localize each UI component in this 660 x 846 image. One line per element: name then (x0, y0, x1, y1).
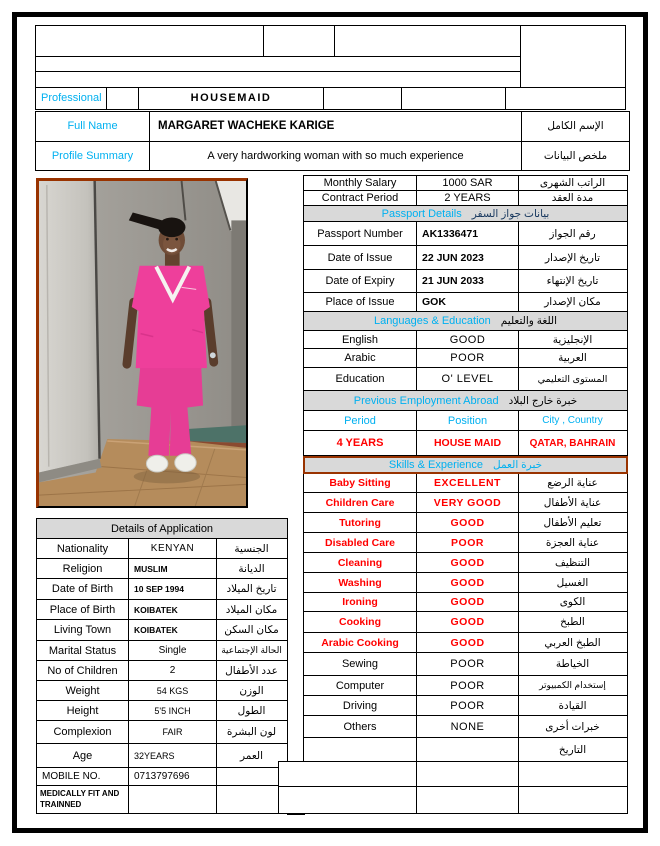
table-row (36, 721, 288, 744)
row-label: MOBILE NO. (42, 771, 101, 782)
table-row (303, 633, 628, 653)
details-table-title: Details of Application (37, 519, 287, 538)
row-label: Driving (342, 699, 378, 712)
table-row (303, 513, 628, 533)
full-name-value: MARGARET WACHEKE KARIGE (149, 112, 521, 141)
row-value: POOR (416, 653, 518, 675)
row-label: Contract Period (321, 192, 399, 204)
table-row (36, 701, 288, 721)
table-row (303, 533, 628, 553)
section-title-en: Passport Details (381, 207, 462, 220)
professional-label: Professional (41, 92, 102, 104)
employment-columns-row (303, 411, 628, 431)
professional-value: HOUSEMAID (138, 88, 323, 109)
row-label-ar: الحالة الإجتماعية (216, 641, 286, 660)
row-value: POOR (416, 533, 518, 552)
row-label: Date of Issue (327, 251, 393, 264)
row-label: Arabic (344, 352, 376, 364)
table-row (303, 293, 628, 312)
section-title-en: Previous Employment Abroad (353, 394, 499, 407)
row-label: Arabic Cooking (321, 636, 399, 649)
row-label-ar: الغسيل (518, 573, 626, 592)
medically-fit-row (36, 786, 288, 814)
row-value: KOIBATEK (128, 620, 216, 640)
row-label-ar: تعليم الأطفال (518, 513, 626, 532)
employment-position: HOUSE MAID (416, 431, 518, 455)
table-row (303, 553, 628, 573)
row-label: Place of Issue (325, 296, 395, 308)
passport-details-header (304, 206, 627, 221)
row-label-ar: العمر (216, 744, 286, 767)
table-row (303, 593, 628, 612)
row-value: VERY GOOD (416, 493, 518, 512)
row-label-ar: مدة العقد (518, 191, 626, 205)
column-period: Period (344, 414, 376, 427)
employment-period: 4 YEARS (336, 437, 384, 449)
row-empty-cell (216, 768, 286, 785)
row-label: English (341, 333, 379, 346)
table-row (303, 474, 628, 493)
section-title-ar: خبرة خارج البلاد (508, 394, 578, 407)
row-empty-cell (279, 787, 416, 813)
row-value: FAIR (128, 721, 216, 743)
row-label: Sewing (341, 658, 379, 670)
row-label-ar: خبرات أخرى (518, 716, 626, 737)
row-value: AK1336471 (416, 222, 518, 245)
row-label: Cooking (339, 616, 381, 628)
row-value: 22 JUN 2023 (416, 246, 518, 269)
row-label: Living Town (53, 624, 112, 636)
full-name-row (35, 112, 630, 142)
row-label: MEDICALLY FIT AND TRAINNED (40, 788, 120, 809)
row-label-ar: مكان الإصدار (518, 293, 626, 311)
row-label-ar: القيادة (518, 696, 626, 715)
row-label: Baby Sitting (329, 477, 391, 489)
row-label-ar: الديانة (216, 559, 286, 578)
row-label: Date of Expiry (325, 275, 395, 287)
professional-empty-cell (323, 88, 401, 109)
profile-summary-arabic: ملخص البيانات (521, 142, 629, 171)
details-table-header (36, 519, 288, 539)
row-value: GOOD (416, 593, 518, 611)
row-value: GOOD (416, 553, 518, 572)
row-label: Monthly Salary (323, 177, 397, 189)
section-title-ar: بيانات جواز السفر (471, 207, 550, 220)
row-label: Washing (338, 576, 382, 589)
row-label-ar: إستخدام الكمبيوتر (518, 676, 626, 695)
candidate-photo-illustration (39, 181, 246, 506)
row-label-ar: العربية (518, 349, 626, 367)
identity-table (35, 111, 630, 171)
row-value: POOR (416, 696, 518, 715)
table-row (303, 573, 628, 593)
row-value: 54 KGS (128, 681, 216, 700)
row-value: EXCELLENT (416, 474, 518, 492)
row-label-ar: مكان السكن (216, 620, 286, 640)
header-box-row2 (35, 56, 521, 73)
table-row (36, 620, 288, 641)
row-value: POOR (416, 349, 518, 367)
row-label-ar: مكان الميلاد (216, 600, 286, 619)
row-empty-cell (518, 762, 626, 786)
section-header-row (303, 206, 628, 222)
details-of-application-table (36, 518, 288, 814)
row-value: 10 SEP 1994 (128, 579, 216, 599)
table-row (303, 676, 628, 696)
row-label: Tutoring (339, 516, 381, 529)
row-label-ar: الراتب الشهرى (518, 176, 626, 190)
table-row (36, 579, 288, 600)
table-row (303, 612, 628, 633)
mobile-number-row (36, 768, 288, 786)
table-row (36, 559, 288, 579)
row-label-ar: الطول (216, 701, 286, 720)
row-label-ar: عناية العجزة (518, 533, 626, 552)
header-empty-cell (263, 26, 334, 56)
table-row (303, 653, 628, 676)
logo-box (520, 25, 627, 88)
row-label: Computer (335, 679, 385, 692)
row-label-ar: التنظيف (518, 553, 626, 572)
section-header-row (303, 312, 628, 331)
column-city-country: City , Country (518, 411, 626, 430)
row-value: GOOD (416, 612, 518, 632)
row-value: GOOD (416, 331, 518, 348)
table-row (303, 349, 628, 368)
table-row (36, 681, 288, 701)
professional-empty-cell (505, 88, 625, 109)
professional-row (35, 87, 626, 110)
row-empty-cell (216, 786, 286, 813)
row-value: GOOD (416, 573, 518, 592)
row-label-ar: الكوى (518, 593, 626, 611)
languages-education-header (304, 312, 627, 330)
main-info-table (303, 175, 628, 814)
row-label: Disabled Care (324, 536, 396, 549)
empty-extended-row (278, 761, 628, 786)
row-value: Single (128, 641, 216, 660)
row-label: Height (66, 704, 99, 717)
employment-values-row (303, 431, 628, 456)
section-title-en: Skills & Experience (388, 459, 484, 471)
skills-experience-header (305, 458, 626, 472)
empty-extended-row (278, 786, 628, 814)
previous-employment-header (304, 391, 627, 410)
row-label: Complexion (53, 726, 112, 738)
row-label: Place of Birth (49, 603, 116, 616)
candidate-photo (36, 178, 248, 508)
row-value: KENYAN (128, 539, 216, 558)
table-row (36, 539, 288, 559)
row-value: GOK (416, 293, 518, 311)
row-value: 2 YEARS (416, 191, 518, 205)
row-label-ar: الطبخ (518, 612, 626, 632)
row-label: Nationality (56, 542, 109, 555)
row-empty-cell (518, 787, 626, 813)
row-label: Cleaning (337, 556, 383, 569)
row-label: Weight (65, 684, 100, 697)
row-label: No of Children (47, 664, 118, 677)
row-value: 2 (128, 661, 216, 680)
employment-city-country: QATAR, BAHRAIN (518, 431, 626, 455)
row-empty-cell (416, 762, 518, 786)
row-label-ar: تاريخ الميلاد (216, 579, 286, 599)
date-row (303, 738, 628, 761)
row-value: KOIBATEK (128, 600, 216, 619)
row-label: Date of Birth (51, 583, 114, 595)
row-label: Others (343, 720, 377, 733)
row-empty-cell (416, 738, 518, 761)
table-row (36, 600, 288, 620)
section-title-ar: اللغة والتعليم (500, 315, 558, 327)
row-value: 1000 SAR (416, 176, 518, 190)
row-empty-cell (279, 762, 416, 786)
row-label-ar: تاريخ الإصدار (518, 246, 626, 269)
section-title-ar: خبرة العمل (493, 459, 543, 471)
table-row (36, 744, 288, 768)
row-label: Ironing (342, 596, 378, 608)
row-label: Passport Number (317, 227, 403, 240)
row-label-ar: لون البشرة (216, 721, 286, 743)
section-header-row (303, 391, 628, 411)
row-label-ar: الإنجليزية (518, 331, 626, 348)
row-label-ar: تاريخ الإنتهاء (518, 270, 626, 292)
professional-empty-cell (401, 88, 505, 109)
full-name-arabic: الإسم الكامل (521, 112, 629, 141)
header-empty-cell (36, 26, 263, 56)
row-label-ar: الخياطة (518, 653, 626, 675)
row-label: Religion (62, 562, 103, 575)
row-value: 32YEARS (128, 744, 216, 767)
row-label-ar: الجنسية (216, 539, 286, 558)
table-row (36, 661, 288, 681)
table-row (303, 493, 628, 513)
row-value: O' LEVEL (416, 368, 518, 390)
row-empty-cell (416, 787, 518, 813)
row-label-ar: عناية الأطفال (518, 493, 626, 512)
header-box-row3 (35, 71, 521, 88)
table-row (303, 696, 628, 716)
table-row (36, 641, 288, 661)
profile-summary-row (35, 142, 630, 172)
row-label-ar: التاريخ (518, 738, 626, 761)
table-row (303, 716, 628, 738)
table-row (303, 331, 628, 349)
table-row (303, 191, 628, 206)
section-header-row (303, 456, 628, 474)
row-value: POOR (416, 676, 518, 695)
row-label-ar: الطبخ العربي (518, 633, 626, 652)
row-value: 5'5 INCH (128, 701, 216, 720)
row-label: Age (72, 749, 93, 762)
row-label: Education (335, 373, 385, 385)
table-row (303, 246, 628, 270)
row-value: NONE (416, 716, 518, 737)
row-label-ar: رقم الجواز (518, 222, 626, 245)
row-empty-cell (304, 738, 416, 761)
row-value: GOOD (416, 513, 518, 532)
section-title-en: Languages & Education (373, 315, 491, 327)
table-row (303, 176, 628, 191)
header-empty-cell (334, 26, 520, 56)
row-label-ar: الوزن (216, 681, 286, 700)
table-row (303, 222, 628, 246)
table-row (303, 270, 628, 293)
professional-empty-cell (106, 88, 138, 109)
row-value: 21 JUN 2033 (416, 270, 518, 292)
profile-summary-value: A very hardworking woman with so much experience (149, 142, 521, 171)
full-name-label: Full Name (67, 120, 118, 133)
profile-summary-label: Profile Summary (51, 149, 134, 162)
row-value: MUSLIM (128, 559, 216, 578)
row-label-ar: عناية الرضع (518, 474, 626, 492)
row-value: 0713797696 (128, 768, 216, 785)
row-label-ar: عدد الأطفال (216, 661, 286, 680)
table-row (303, 368, 628, 391)
row-label: Children Care (325, 496, 395, 509)
row-empty-cell (128, 786, 216, 813)
header-box-row1 (35, 25, 521, 57)
column-position: Position (416, 411, 518, 430)
row-value: GOOD (416, 633, 518, 652)
row-label: Marital Status (48, 644, 117, 657)
row-label-ar: المستوى التعليمي (518, 368, 626, 390)
